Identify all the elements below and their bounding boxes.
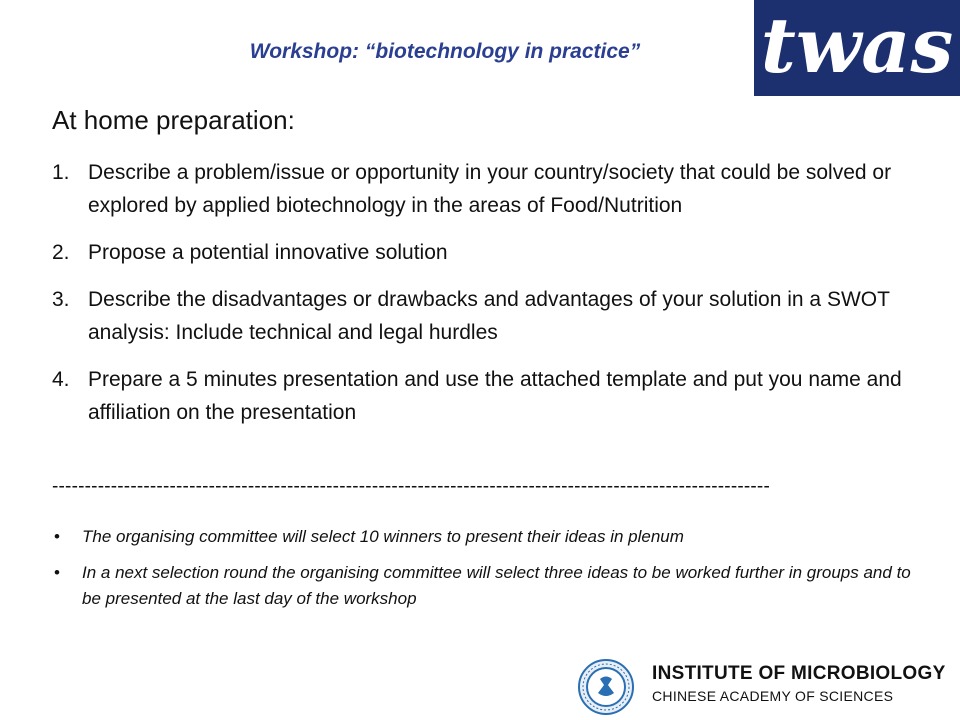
bullet-icon: • (54, 563, 60, 582)
bullet-icon: • (54, 527, 60, 546)
step-item (52, 156, 912, 222)
section-heading: At home preparation: (52, 105, 295, 135)
step-item (52, 363, 912, 429)
note-text: The organising committee will select 10 winners to present their ideas in plenum (82, 527, 684, 546)
notes-list (52, 524, 912, 622)
preparation-steps (52, 156, 912, 443)
institute-emblem-icon (578, 659, 634, 715)
step-item (52, 236, 912, 269)
academy-name: CHINESE ACADEMY OF SCIENCES (652, 688, 894, 704)
step-text: Propose a potential innovative solution (88, 241, 448, 264)
step-text: Describe the disadvantages or drawbacks and advantages of your solution in a SWOT analysis: Include technical and legal hurdles (88, 288, 890, 344)
step-number: 3. (52, 288, 70, 311)
step-number: 2. (52, 241, 70, 264)
step-item (52, 283, 912, 349)
step-text: Prepare a 5 minutes presentation and use the attached template and put you name and affiliation on the presentation (88, 368, 902, 424)
step-text: Describe a problem/issue or opportunity in your country/society that could be solved or explored by applied biotechnology in the areas of Food/Nutrition (88, 161, 892, 217)
step-number: 1. (52, 161, 70, 184)
institute-name: INSTITUTE OF MICROBIOLOGY (652, 663, 946, 684)
dashed-divider: -------------------------------------------------------------------------------------------------------------- (52, 476, 770, 497)
step-number: 4. (52, 368, 70, 391)
note-item (52, 524, 912, 550)
twas-logo (754, 0, 960, 96)
note-item (52, 560, 912, 612)
slide-title: Workshop: “biotechnology in practice” (249, 40, 641, 63)
twas-logo-text: twas (760, 1, 954, 90)
note-text: In a next selection round the organising committee will select three ideas to be worked further in groups and to be presented at the last day of the workshop (82, 563, 911, 608)
